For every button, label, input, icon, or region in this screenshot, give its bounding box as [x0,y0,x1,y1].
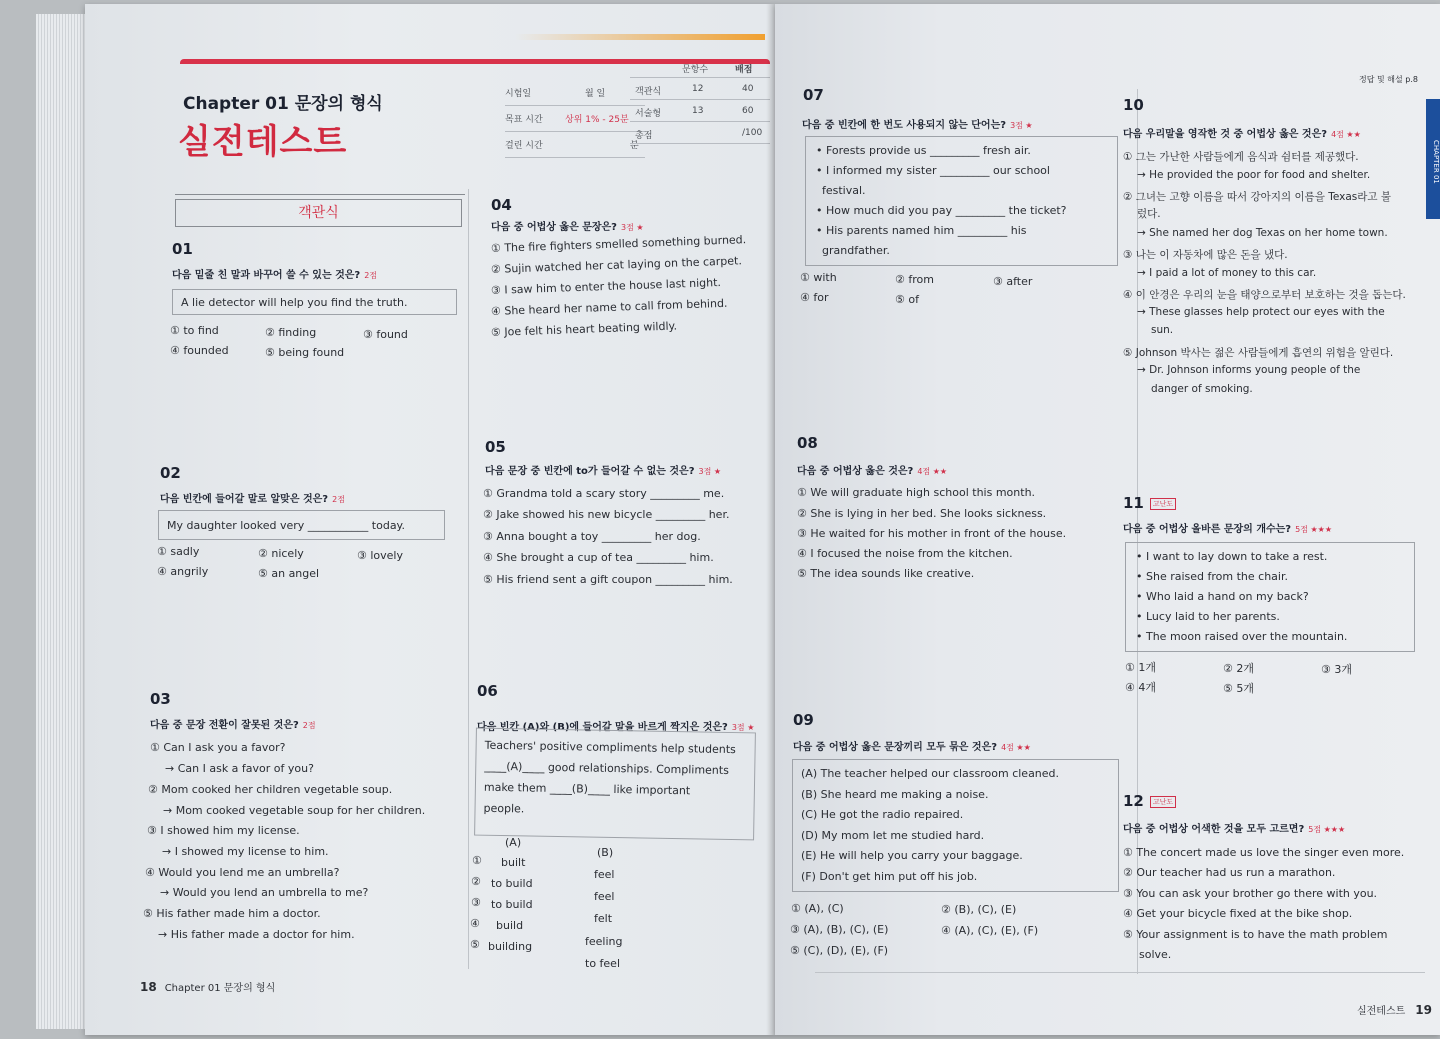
option[interactable]: ③ Anna bought a toy _________ her dog. [483,530,701,543]
option[interactable]: ③ You can ask your brother go there with you. [1123,887,1378,900]
option[interactable]: ① with [800,271,837,284]
info-row: 시험일 월 일 [505,86,645,106]
option-a: building [488,940,533,953]
option[interactable]: ② finding [265,326,317,339]
option[interactable]: ① Can I ask you a favor? [150,741,286,754]
option[interactable]: ⑤ (C), (D), (E), (F) [790,944,889,957]
option[interactable]: ③ 3개 [1321,663,1352,676]
option[interactable]: ① Grandma told a scary story _________ me. [483,487,725,500]
option[interactable]: ① The concert made us love the singer even more. [1123,846,1405,859]
option-b: feeling [585,935,623,948]
option-a: built [501,856,526,869]
option-translation: → She named her dog Texas on her home town. [1137,227,1388,239]
option-b: to feel [585,957,621,970]
column-divider [468,189,469,969]
option[interactable]: ① The fire fighters smelled something burned. [490,233,747,255]
question-number: 01 [172,240,193,258]
question-box: Teachers' positive compliments help students ____(A)____ good relationships. Compliments make them ____(B)____ like important people. [474,728,756,841]
question-text: 다음 밑줄 친 말과 바꾸어 쓸 수 있는 것은? 2점 [172,270,378,281]
chapter-title: Chapter 01 문장의 형식 [183,94,383,114]
question-number: 09 [793,711,814,729]
option-a: build [496,919,524,932]
option[interactable]: ② Our teacher had us run a marathon. [1123,866,1336,879]
difficulty-badge: 고난도 [1150,796,1176,808]
option[interactable]: ④ She heard her name to call from behind. [490,296,728,318]
option[interactable]: ③ He waited for his mother in front of the house. [797,527,1067,540]
page-footer: 18 Chapter 01 문장의 형식 [140,980,276,994]
option[interactable]: ④ Would you lend me an umbrella? [145,866,340,879]
option[interactable]: ① sadly [157,545,200,558]
score-row: 총점 /100 [630,122,770,144]
score-row: 객관식 12 40 [630,78,770,100]
question-box: My daughter looked very ___________ today. [158,510,445,540]
option[interactable]: ⑤ Your assignment is to have the math problem [1123,928,1388,941]
option-a: to build [491,898,533,911]
option[interactable]: ① to find [170,324,219,337]
question-box: • Forests provide us _________ fresh air. • I informed my sister _________ our school festival. • How much did you pay _________ the ticket? • His parents named him _________ his grandfather. [805,136,1118,266]
question-text: 다음 중 어법상 올바른 문장의 개수는? 5점 ★★★ [1123,524,1332,535]
option-num[interactable]: ④ [470,917,480,930]
option[interactable]: ④ 4개 [1125,681,1156,694]
page-title: 실전테스트 [178,123,348,161]
question-text: 다음 중 어법상 옳은 문장은? 3점 ★ [491,222,644,233]
option-num[interactable]: ⑤ [470,938,480,951]
option[interactable]: ⑤ The idea sounds like creative. [797,567,975,580]
option[interactable]: ⑤ 5개 [1223,682,1254,695]
option-continued: danger of smoking. [1151,383,1253,395]
question-number: 02 [160,464,181,482]
option[interactable]: ④ (A), (C), (E), (F) [941,924,1039,937]
option[interactable]: ③ 나는 이 자동차에 많은 돈을 냈다. [1123,249,1288,261]
option[interactable]: ⑤ Johnson 박사는 젊은 사람들에게 흡연의 위험을 알린다. [1123,347,1394,359]
option[interactable]: ② Mom cooked her children vegetable soup. [148,783,393,796]
question-text: 다음 중 빈칸에 한 번도 사용되지 않는 단어는? 3점 ★ [802,120,1033,131]
question-text: 다음 중 어법상 옳은 것은? 4점 ★★ [797,466,948,477]
option-num[interactable]: ② [471,875,481,888]
option[interactable]: ⑤ being found [265,346,345,359]
question-text: 다음 문장 중 빈칸에 to가 들어갈 수 없는 것은? 3점 ★ [485,466,722,477]
option-continued: sun. [1151,324,1174,336]
option[interactable]: ③ found [363,328,408,341]
option-translation: → These glasses help protect our eyes with the [1137,306,1385,318]
option[interactable]: ① We will graduate high school this month. [797,486,1036,499]
page-footer: 실전테스트 19 [1356,1003,1432,1017]
section-label: 객관식 [175,199,462,227]
info-row: 걸린 시간 분 [505,138,645,158]
option[interactable]: ② 그녀는 고향 이름을 따서 강아지의 이름을 Texas라고 불 [1123,191,1391,203]
question-number: 12 고난도 [1123,792,1176,810]
option[interactable]: ② from [895,273,934,286]
question-text: 다음 빈칸에 들어갈 말로 알맞은 것은? 2점 [160,494,345,505]
option[interactable]: ② She is lying in her bed. She looks sickness. [797,507,1047,520]
question-number: 08 [797,434,818,452]
option[interactable]: ④ 이 안경은 우리의 눈을 태양으로부터 보호하는 것을 돕는다. [1123,289,1406,301]
left-page [85,4,775,1035]
option-transform: → His father made a doctor for him. [158,928,355,941]
question-number: 03 [150,690,171,708]
question-box: A lie detector will help you find the truth. [172,289,457,315]
option-transform: → Can I ask a favor of you? [165,762,314,775]
option-translation: → He provided the poor for food and shelter. [1137,169,1371,181]
question-box: (A) The teacher helped our classroom cleaned. (B) She heard me making a noise. (C) He got the radio repaired. (D) My mom let me studied hard. (E) He will help you carry your baggage. (F) Don't get him put off his job. [792,759,1119,892]
option[interactable]: ④ founded [170,344,229,357]
page-number: 19 [1415,1003,1432,1017]
chapter-tab: CHAPTER 01 [1426,99,1440,219]
option[interactable]: ④ She brought a cup of tea _________ him. [483,551,714,564]
option[interactable]: ⑤ His friend sent a gift coupon _________ him. [483,573,733,586]
right-page [775,4,1440,1035]
option[interactable]: ⑤ Joe felt his heart beating wildly. [490,319,678,339]
option-b: feel [594,890,615,903]
option-b: feel [594,868,615,881]
info-row: 목표 시간 상위 1% - 25분 [505,112,645,132]
score-row: 서술형 13 60 [630,100,770,122]
option-num[interactable]: ① [472,854,482,867]
page-number: 18 [140,980,157,994]
option[interactable]: ④ Get your bicycle fixed at the bike shop. [1123,907,1353,920]
option[interactable]: ⑤ His father made him a doctor. [143,907,321,920]
answer-ref: 정답 및 해설 p.8 [1359,75,1418,84]
book-spread [30,4,1440,1039]
column-head-a: (A) [505,836,522,849]
option-num[interactable]: ③ [471,896,481,909]
option[interactable]: ② Jake showed his new bicycle _________ her. [483,508,730,521]
option[interactable]: ③ I saw him to enter the house last night. [490,275,722,297]
option[interactable]: ③ I showed him my license. [147,824,300,837]
option[interactable]: ③ lovely [357,549,403,562]
question-number: 05 [485,438,506,456]
question-text: 다음 빈칸 (A)와 (B)에 들어갈 말을 바르게 짝지은 것은? 3점 ★ [477,722,755,733]
page-edges [36,14,88,1029]
question-text: 다음 우리말을 영작한 것 중 어법상 옳은 것은? 4점 ★★ [1123,129,1361,140]
option[interactable]: ② Sujin watched her cat laying on the carpet. [490,254,743,276]
bottom-rule [815,972,1425,973]
question-number: 06 [477,682,498,700]
option[interactable]: ② (B), (C), (E) [941,903,1017,916]
option[interactable]: ① 1개 [1125,661,1156,674]
option-a: to build [491,877,533,890]
question-number: 10 [1123,96,1144,114]
option[interactable]: ④ angrily [157,565,209,578]
option-b: felt [594,912,613,925]
option[interactable]: ④ for [800,291,829,304]
option[interactable]: ② nicely [258,547,304,560]
divider [175,194,465,195]
question-box: • I want to lay down to take a rest. • She raised from the chair. • Who laid a hand on my back? • Lucy laid to her parents. • The moon raised over the mountain. [1125,542,1415,652]
header-accent [515,34,765,40]
option[interactable]: ① 그는 가난한 사람들에게 음식과 쉼터를 제공했다. [1123,151,1359,163]
question-number: 04 [491,196,512,214]
option[interactable]: ⑤ of [895,293,919,306]
option-transform: → Mom cooked vegetable soup for her children. [163,804,426,817]
option-transform: → Would you lend an umbrella to me? [160,886,369,899]
option-translation: → Dr. Johnson informs young people of the [1137,364,1361,376]
question-number: 11 고난도 [1123,494,1176,512]
option[interactable]: ⑤ an angel [258,567,320,580]
difficulty-badge: 고난도 [1150,498,1176,510]
option[interactable]: ③ (A), (B), (C), (E) [790,923,889,936]
question-number: 07 [803,86,824,104]
question-text: 다음 중 어법상 어색한 것을 모두 고르면? 5점 ★★★ [1123,824,1346,835]
option[interactable]: ① (A), (C) [791,902,844,915]
question-text: 다음 중 문장 전환이 잘못된 것은? 2점 [150,720,316,731]
option[interactable]: ③ after [993,275,1033,288]
column-head-b: (B) [597,846,614,859]
option[interactable]: ② 2개 [1223,662,1254,675]
option-transform: → I showed my license to him. [162,845,329,858]
option[interactable]: ④ I focused the noise from the kitchen. [797,547,1013,560]
question-text: 다음 중 어법상 옳은 문장끼리 모두 묶은 것은? 4점 ★★ [793,742,1031,753]
score-header: 문항수 배점 [630,56,770,78]
option-translation: → I paid a lot of money to this car. [1137,267,1317,279]
option-continued: 렀다. [1137,208,1161,220]
option-continued: solve. [1139,948,1172,961]
